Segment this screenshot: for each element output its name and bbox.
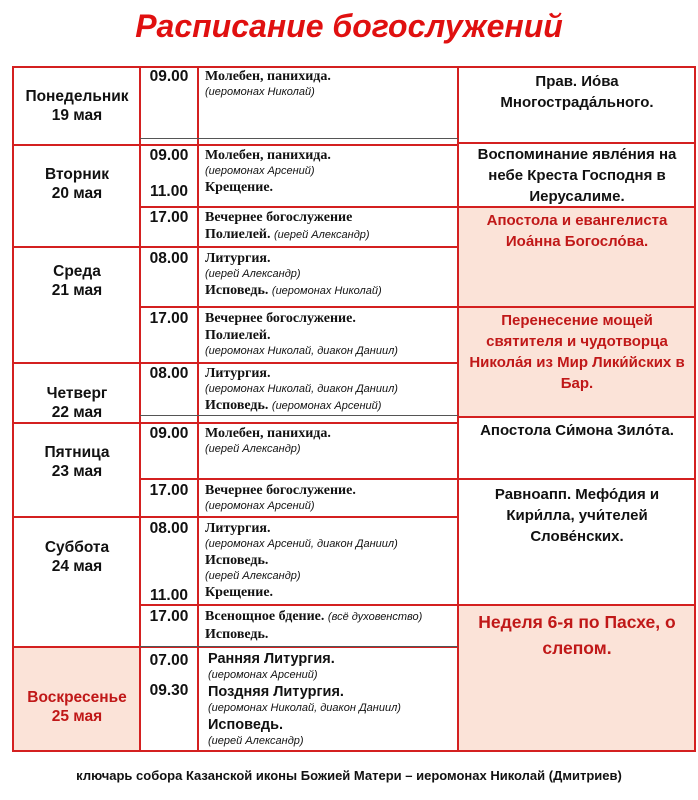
time: 09.00 bbox=[149, 425, 189, 442]
time: 17.00 bbox=[149, 310, 189, 327]
service: Молебен, панихида. (иеромонах Арсений) Крещение. bbox=[205, 148, 331, 195]
time: 11.00 bbox=[150, 587, 188, 604]
row-sep bbox=[12, 362, 458, 364]
service: Молебен, панихида. (иеромонах Николай) bbox=[205, 69, 331, 98]
service: Вечернее богослужение. Полиелей. (иеромонах Николай, диакон Даниил) bbox=[205, 311, 398, 357]
day-wednesday: Среда 21 мая bbox=[51, 263, 103, 299]
day-monday: Понедельник 19 мая bbox=[25, 88, 129, 124]
time: 09.00 bbox=[149, 147, 189, 164]
row-sep bbox=[12, 246, 458, 248]
feast: Перенесение мощей святителя и чудотворца Никола́я из Мир Лики́йских в Бар. bbox=[469, 312, 685, 392]
time: 17.00 bbox=[149, 608, 189, 625]
page-title: Расписание богослужений bbox=[135, 8, 563, 44]
col-divider-2 bbox=[197, 66, 199, 752]
day-sunday: Воскресенье 25 мая bbox=[27, 689, 127, 725]
time: 09.00 bbox=[149, 68, 189, 85]
feast: Апостола и евангелиста Иоа́нна Богосло́ва. bbox=[486, 212, 668, 250]
time: 17.00 bbox=[149, 209, 189, 226]
time: 17.00 bbox=[149, 482, 189, 499]
feast-sunday: Неделя 6-я по Пасхе, о слепом. bbox=[478, 612, 676, 658]
day-thursday: Четверг 22 мая bbox=[46, 385, 108, 421]
sub-sep bbox=[140, 415, 458, 416]
feast: Воспоминание явле́ния на небе Креста Господня в Иерусалиме. bbox=[477, 146, 677, 205]
service: Ранняя Литургия. (иеромонах Арсений) Поздняя Литургия. (иеромонах Николай, диакон Даниил) Исповедь. (иерей Александр) bbox=[208, 651, 401, 747]
feast: Прав. Ио́ва Многострада́льного. bbox=[500, 73, 654, 111]
day-saturday: Суббота 24 мая bbox=[44, 539, 110, 575]
feast: Равноапп. Мефо́дия и Кири́лла, учи́телей Слове́нских. bbox=[494, 486, 660, 545]
footer-note: ключарь собора Казанской иконы Божией Матери – иеромонах Николай (Дмитриев) bbox=[76, 768, 622, 783]
sub-sep bbox=[140, 138, 458, 139]
row-sep bbox=[12, 144, 458, 146]
feast-sep bbox=[458, 478, 696, 480]
feast-sep bbox=[458, 306, 696, 308]
service: Вечернее богослужение. (иеромонах Арсений) bbox=[205, 483, 356, 512]
row-sep bbox=[140, 478, 458, 480]
service: Литургия. (иерей Александр) Исповедь. (иеромонах Николай) bbox=[205, 251, 382, 298]
time: 08.00 bbox=[149, 365, 189, 382]
service: Молебен, панихида. (иерей Александр) bbox=[205, 426, 331, 455]
time: 07.00 bbox=[149, 652, 189, 669]
time: 09.30 bbox=[149, 682, 189, 699]
row-sep bbox=[12, 516, 458, 518]
feast: Апостола Си́мона Зило́та. bbox=[480, 422, 674, 439]
service: Всенощное бдение. (всё духовенство) Исповедь. bbox=[205, 609, 423, 642]
row-sep bbox=[140, 206, 458, 208]
feast-sep bbox=[458, 604, 696, 606]
time: 11.00 bbox=[150, 183, 188, 200]
day-friday: Пятница 23 мая bbox=[44, 444, 110, 480]
row-sep bbox=[140, 306, 458, 308]
service: Литургия. (иеромонах Арсений, диакон Даниил) Исповедь. (иерей Александр) Крещение. bbox=[205, 521, 398, 600]
time: 08.00 bbox=[149, 250, 189, 267]
sub-sep bbox=[140, 646, 458, 647]
service: Литургия. (иеромонах Николай, диакон Даниил) Исповедь. (иеромонах Арсений) bbox=[205, 366, 398, 413]
feast-sep bbox=[458, 416, 696, 418]
day-tuesday: Вторник 20 мая bbox=[45, 166, 109, 202]
service: Вечернее богослужение Полиелей. (иерей Александр) bbox=[205, 210, 370, 242]
row-sep bbox=[12, 422, 458, 424]
time: 08.00 bbox=[149, 520, 189, 537]
